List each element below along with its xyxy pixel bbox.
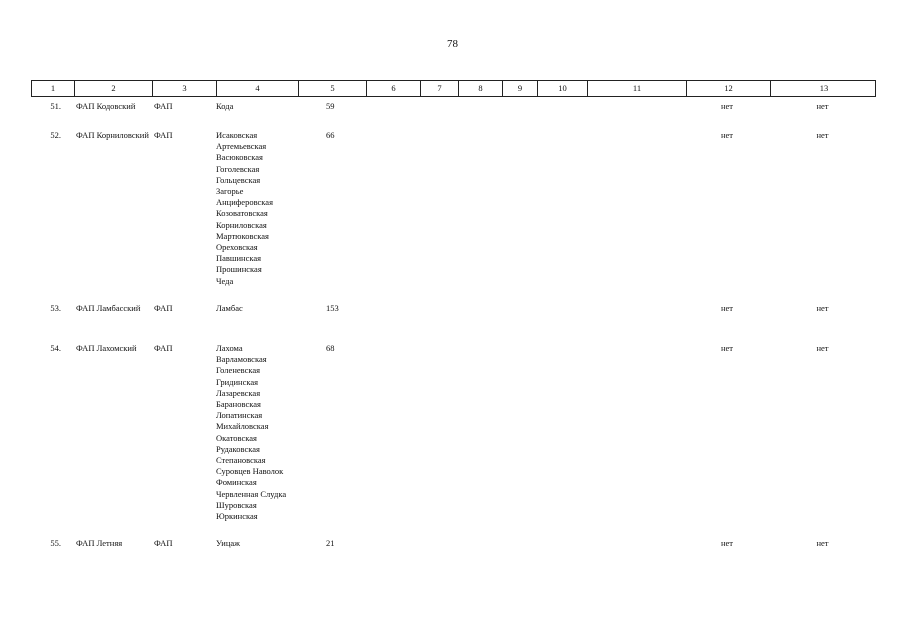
settlement-item: Варламовская (216, 354, 267, 365)
facility-name: ФАП Кодовский (76, 101, 136, 111)
header-col-7: 7 (420, 81, 458, 96)
row-number: 55. (50, 538, 61, 548)
population-value: 153 (326, 303, 339, 313)
header-col-3: 3 (152, 81, 216, 96)
settlement-item: Рудаковская (216, 443, 260, 454)
settlement-item: Анциферовская (216, 197, 273, 208)
table-header-row (31, 80, 876, 97)
col12-value: нет (720, 130, 734, 140)
col13-value: нет (816, 101, 829, 111)
settlement-item: Гоголевская (216, 163, 260, 174)
settlement-item: Гольцевская (216, 174, 261, 185)
page-number: 78 (447, 38, 458, 50)
settlement-item: Исаковская (216, 130, 258, 140)
header-col-8: 8 (458, 81, 502, 96)
settlement-item: Суровцев Наволок (216, 466, 284, 477)
facility-type: ФАП (154, 343, 173, 353)
settlement-item: Барановская (216, 399, 261, 410)
facility-name: ФАП Летняя (76, 538, 123, 548)
row-number: 51. (50, 101, 61, 111)
col12-value: нет (720, 538, 734, 548)
settlement-item: Ламбас (216, 303, 243, 313)
settlement-list (216, 343, 306, 522)
settlement-item: Юркинская (216, 511, 258, 522)
settlement-item: Лопатинская (216, 410, 263, 421)
settlement-list (216, 303, 306, 314)
settlement-item: Ореховская (216, 242, 258, 253)
settlement-item: Чеда (216, 275, 234, 286)
settlement-item: Прошинская (216, 264, 262, 275)
settlement-item: Уицаж (216, 538, 241, 548)
settlement-item: Артемьевская (216, 141, 267, 152)
header-col-2: 2 (74, 81, 152, 96)
header-col-9: 9 (502, 81, 537, 96)
col13-value: нет (816, 130, 829, 140)
header-col-13: 13 (770, 81, 877, 96)
row-number: 54. (50, 343, 61, 353)
facility-type: ФАП (154, 303, 173, 313)
header-col-11: 11 (587, 81, 686, 96)
population-value: 66 (326, 130, 335, 140)
header-col-5: 5 (298, 81, 366, 96)
facility-name: ФАП Корниловский (76, 130, 149, 140)
settlement-item: Шуровская (216, 499, 257, 510)
settlement-item: Лазаревская (216, 387, 261, 398)
settlement-list (216, 101, 306, 112)
settlement-item: Окатовская (216, 432, 257, 443)
settlement-item: Лахома (216, 343, 243, 353)
settlement-list (216, 538, 306, 549)
row-number: 52. (50, 130, 61, 140)
settlement-item: Голеневская (216, 365, 261, 376)
facility-type: ФАП (154, 130, 173, 140)
population-value: 68 (326, 343, 335, 353)
population-value: 21 (326, 538, 335, 548)
facility-name: ФАП Ламбасский (76, 303, 141, 313)
col13-value: нет (816, 303, 829, 313)
facility-type: ФАП (154, 101, 173, 111)
settlement-item: Козоватовская (216, 208, 268, 219)
header-col-4: 4 (216, 81, 298, 96)
col13-value: нет (816, 343, 829, 353)
settlement-item: Фоминская (216, 477, 257, 488)
col12-value: нет (720, 343, 734, 353)
row-number: 53. (50, 303, 61, 313)
col12-value: нет (720, 303, 734, 313)
population-value: 59 (326, 101, 335, 111)
settlement-item: Мартюковская (216, 230, 269, 241)
settlement-item: Кода (216, 101, 234, 111)
header-col-6: 6 (366, 81, 420, 96)
col13-value: нет (816, 538, 829, 548)
settlement-item: Павшинская (216, 253, 262, 264)
header-col-12: 12 (686, 81, 770, 96)
settlement-item: Гридинская (216, 376, 259, 387)
settlement-item: Червленная Слудка (216, 488, 287, 499)
settlement-item: Загорье (216, 186, 244, 197)
settlement-list (216, 130, 306, 287)
facility-name: ФАП Лахомский (76, 343, 137, 353)
col12-value: нет (720, 101, 734, 111)
settlement-item: Корниловская (216, 219, 267, 230)
settlement-item: Степановская (216, 455, 266, 466)
facility-type: ФАП (154, 538, 173, 548)
settlement-item: Васюковская (216, 152, 263, 163)
header-col-10: 10 (537, 81, 587, 96)
settlement-item: Михайловская (216, 421, 269, 432)
header-col-1: 1 (50, 83, 56, 93)
